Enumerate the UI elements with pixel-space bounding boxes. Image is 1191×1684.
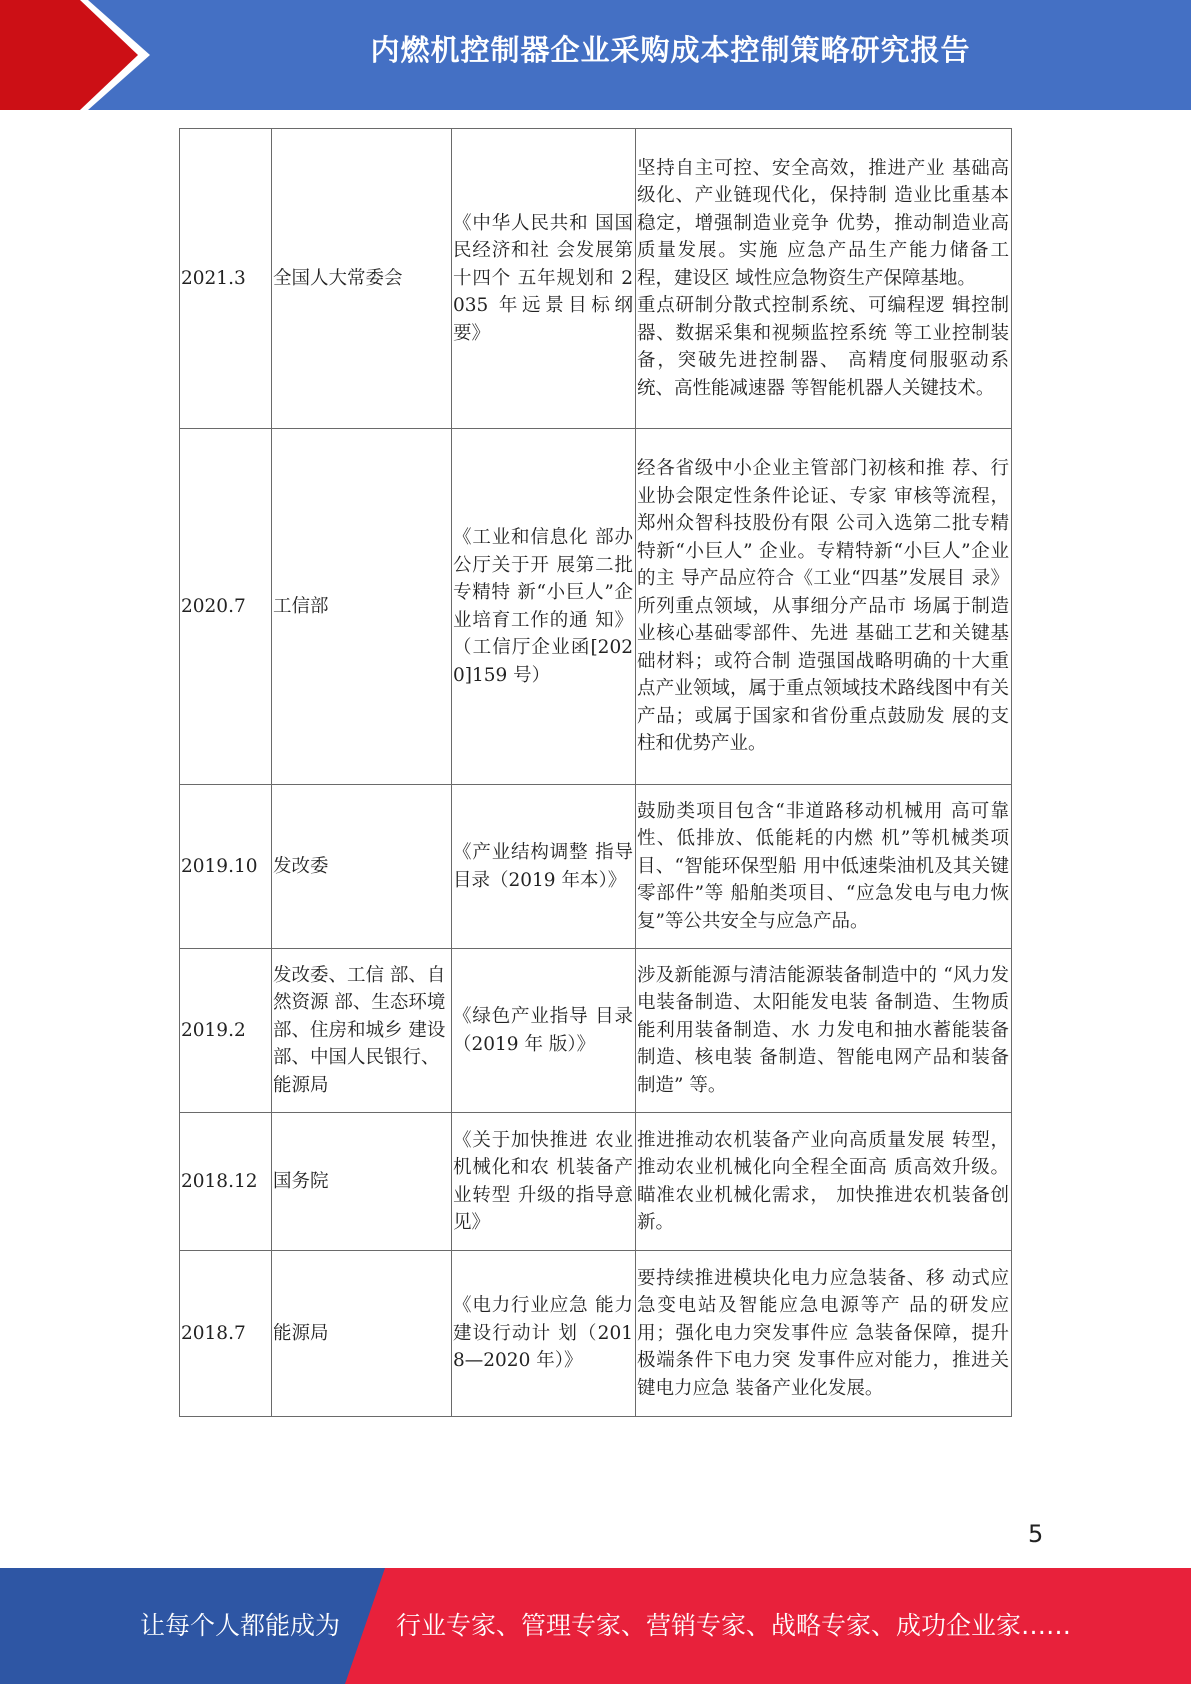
content-cell <box>636 949 1012 1113</box>
content-cell <box>636 1113 1012 1251</box>
org-cell: 发改委 <box>272 785 452 949</box>
org-cell: 能源局 <box>272 1251 452 1417</box>
org-cell: 发改委、工信 部、自然资源 部、生态环境 部、住房和城乡 建设部、中国人民银行、能源局 <box>272 949 452 1113</box>
report-title: 内燃机控制器企业采购成本控制策略研究报告 <box>370 33 971 67</box>
document-cell: 《绿色产业指导 目录（2019 年 版）》 <box>452 949 636 1113</box>
document-cell: 《中华人民共和 国国民经济和社 会发展第十四个 五年规划和 2035 年远景目标纲 要》 <box>452 129 636 429</box>
content-paragraph: 要持续推进模块化电力应急装备、移 动式应急变电站及智能应急电源等产 品的研发应用；强化电力突发事件应 急装备保障，提升极端条件下电力突 发事件应对能力，推进关键电力应急 装备产业化发展。 <box>637 1267 1009 1399</box>
date-cell: 2018.7 <box>180 1251 272 1417</box>
table-row <box>180 129 1012 429</box>
content-paragraph: 涉及新能源与清洁能源装备制造中的 “风力发电装备制造、太阳能发电装 备制造、生物质能利用装备制造、水 力发电和抽水蓄能装备制造、核电装 备制造、智能电网产品和装备制造” 等。 <box>637 964 1009 1096</box>
content-paragraph: 推进推动农机装备产业向高质量发展 转型，推动农业机械化向全程全面高 质高效升级。瞄准农业机械化需求， 加快推进农机装备创新。 <box>637 1129 1009 1233</box>
document-cell: 《产业结构调整 指导目录（2019 年本）》 <box>452 785 636 949</box>
content-paragraph: 坚持自主可控、安全高效，推进产业 基础高级化、产业链现代化，保持制 造业比重基本稳定，增强制造业竞争 优势，推动制造业高质量发展。实施 应急产品生产能力储备工程，建设区 域性应急物资生产保障基地。 <box>637 157 1009 289</box>
red-chevron-icon <box>0 0 160 110</box>
document-cell: 《关于加快推进 农业机械化和农 机装备产业转型 升级的指导意 见》 <box>452 1113 636 1251</box>
content-cell <box>636 429 1012 785</box>
page-number: 5 <box>1028 1520 1044 1548</box>
content-cell <box>636 129 1012 429</box>
table-row <box>180 949 1012 1113</box>
date-cell: 2021.3 <box>180 129 272 429</box>
date-cell: 2018.12 <box>180 1113 272 1251</box>
policy-table <box>179 128 1012 1417</box>
org-cell: 全国人大常委会 <box>272 129 452 429</box>
table-row <box>180 785 1012 949</box>
date-cell: 2020.7 <box>180 429 272 785</box>
org-cell: 国务院 <box>272 1113 452 1251</box>
page-footer <box>0 1568 1191 1684</box>
content-cell <box>636 785 1012 949</box>
org-cell: 工信部 <box>272 429 452 785</box>
content-cell <box>636 1251 1012 1417</box>
table-row <box>180 429 1012 785</box>
table-row <box>180 1113 1012 1251</box>
page-header <box>0 0 1191 110</box>
date-cell: 2019.2 <box>180 949 272 1113</box>
document-cell: 《工业和信息化 部办公厅关于开 展第二批专精特 新“小巨人”企 业培育工作的通 知》（工信厅企业函[2020]159 号） <box>452 429 636 785</box>
content-paragraph: 经各省级中小企业主管部门初核和推 荐、行业协会限定性条件论证、专家 审核等流程，郑州众智科技股份有限 公司入选第二批专精特新“小巨人” 企业。专精特新“小巨人”企业的主 导产品应符合《工业“四基”发展目 录》所列重点领域，从事细分产品市 场属于制造业核心基础零部件、先进 基础工艺和关键基础材料；或符合制 造强国战略明确的十大重点产业领域，属于重点领域技术路线图中有关 产品；或属于国家和省份重点鼓励发 展的支柱和优势产业。 <box>637 458 1009 755</box>
footer-slogan-left: 让每个人都能成为 <box>140 1611 341 1640</box>
date-cell: 2019.10 <box>180 785 272 949</box>
content-paragraph: 鼓励类项目包含“非道路移动机械用 高可靠性、低排放、低能耗的内燃 机”等机械类项目、“智能环保型船 用中低速柴油机及其关键零部件”等 船舶类项目、“应急发电与电力恢 复”等公共安全与应急产品。 <box>637 800 1009 932</box>
document-cell: 《电力行业应急 能力建设行动计 划（2018—2020 年）》 <box>452 1251 636 1417</box>
content-paragraph: 重点研制分散式控制系统、可编程逻 辑控制器、数据采集和视频监控系统 等工业控制装备，突破先进控制器、 高精度伺服驱动系统、高性能减速器 等智能机器人关键技术。 <box>637 295 1009 399</box>
table-row <box>180 1251 1012 1417</box>
footer-slogan-right: 行业专家、管理专家、营销专家、战略专家、成功企业家…… <box>396 1611 1072 1640</box>
